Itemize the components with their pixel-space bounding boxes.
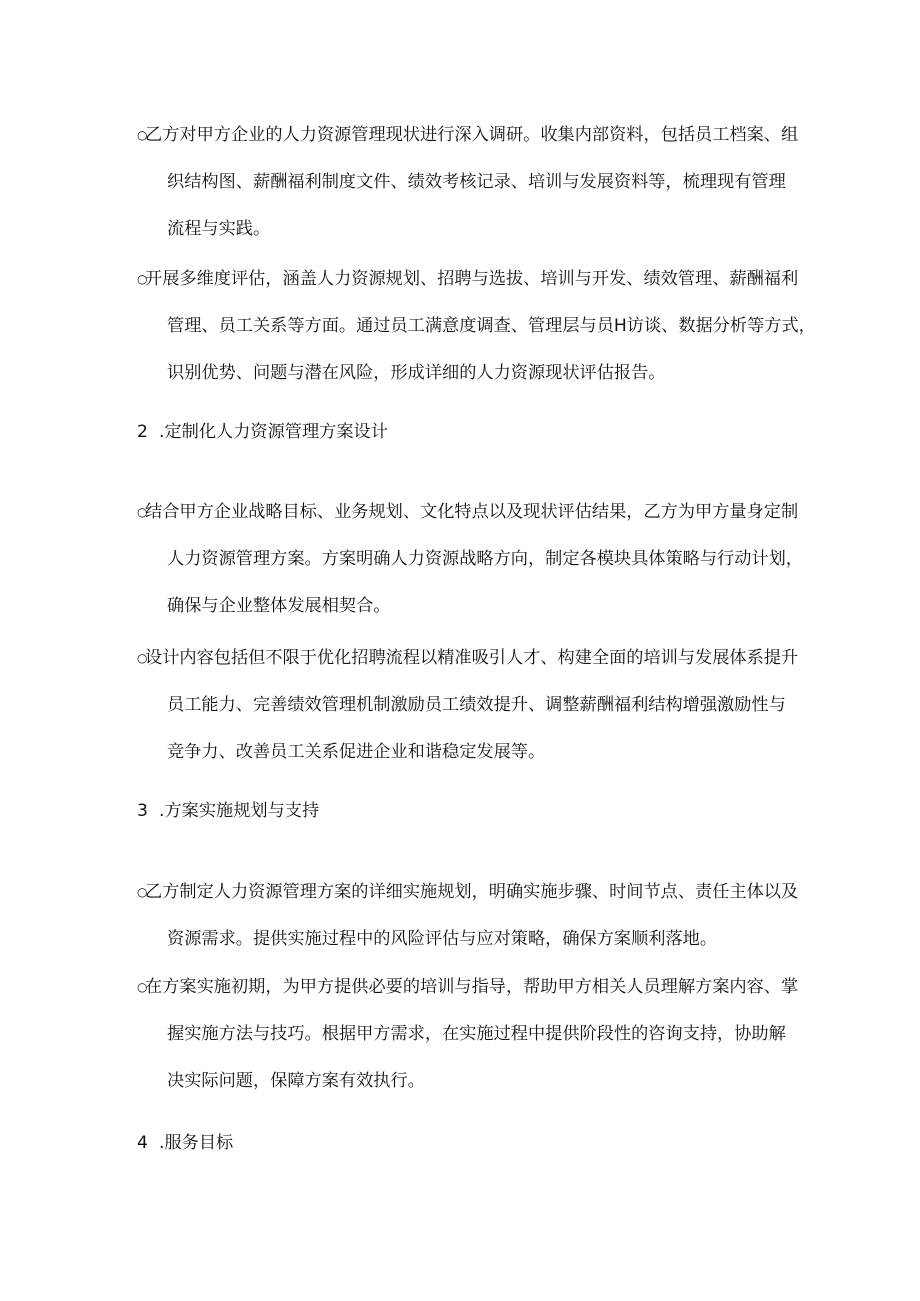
bullet-circle-icon: ○ <box>137 980 148 994</box>
paragraph-line: ○乙方对甲方企业的人力资源管理现状进行深入调研。收集内部资料，包括员工档案、组 <box>137 112 797 159</box>
paragraph-line: 握实施方法与技巧。根据甲方需求，在实施过程中提供阶段性的咨询支持，协助解 <box>167 1024 786 1044</box>
bullet-paragraph <box>137 256 816 397</box>
bullet-circle-icon: ○ <box>137 272 148 286</box>
paragraph-line: 识别优势、问题与潜在风险，形成详细的人力资源现状评估报告。 <box>167 363 666 383</box>
section-heading-4 <box>137 1128 233 1158</box>
bullet-circle-icon: ○ <box>137 651 148 665</box>
paragraph-line: ○结合甲方企业战略目标、业务规划、文化特点以及现状评估结果，乙方为甲方量身定制 <box>137 489 797 536</box>
bullet-paragraph <box>137 112 797 253</box>
paragraph-line: 员工能力、完善绩效管理机制激励员工绩效提升、调整薪酬福利结构增强激励性与 <box>167 695 786 715</box>
section-title: .方案实施规划与支持 <box>159 801 320 821</box>
paragraph-line: ○设计内容包括但不限于优化招聘流程以精准吸引人才、构建全面的培训与发展体系提升 <box>137 635 797 682</box>
paragraph-line: ○开展多维度评估，涵盖人力资源规划、招聘与选拔、培训与开发、绩效管理、薪酬福利 <box>137 256 797 303</box>
paragraph-line: 人力资源管理方案。方案明确人力资源战略方向，制定各模块具体策略与行动计划， <box>167 549 803 569</box>
section-number: 2 <box>137 422 148 442</box>
paragraph-line: 流程与实践。 <box>167 219 271 239</box>
paragraph-line: 织结构图、薪酬福利制度文件、绩效考核记录、培训与发展资料等，梳理现有管理 <box>167 172 786 192</box>
paragraph-line: 竞争力、改善员工关系促进企业和谐稳定发展等。 <box>167 742 546 762</box>
bullet-circle-icon: ○ <box>137 128 148 142</box>
paragraph-line: 资源需求。提供实施过程中的风险评估与应对策略，确保方案顺利落地。 <box>167 929 718 949</box>
section-title: .定制化人力资源管理方案设计 <box>159 422 388 442</box>
bullet-circle-icon: ○ <box>137 505 148 519</box>
section-heading-2 <box>137 417 388 447</box>
section-number: 4 <box>137 1133 148 1153</box>
bullet-circle-icon: ○ <box>137 885 148 899</box>
section-title: .服务目标 <box>159 1133 234 1153</box>
paragraph-line: ○乙方制定人力资源管理方案的详细实施规划，明确实施步骤、时间节点、责任主体以及 <box>137 869 797 916</box>
section-heading-3 <box>137 796 319 826</box>
bullet-paragraph <box>137 489 803 630</box>
paragraph-line: 决实际问题，保障方案有效执行。 <box>167 1071 425 1091</box>
paragraph-line: 管理、员工关系等方面。通过员工满意度调查、管理层与员H访谈、数据分析等方式， <box>167 316 816 336</box>
paragraph-line: 确保与企业整体发展相契合。 <box>167 596 391 616</box>
bullet-paragraph <box>137 869 797 963</box>
bullet-paragraph <box>137 635 797 776</box>
bullet-paragraph <box>137 964 797 1105</box>
section-number: 3 <box>137 801 148 821</box>
paragraph-line: ○在方案实施初期，为甲方提供必要的培训与指导，帮助甲方相关人员理解方案内容、掌 <box>137 964 797 1011</box>
